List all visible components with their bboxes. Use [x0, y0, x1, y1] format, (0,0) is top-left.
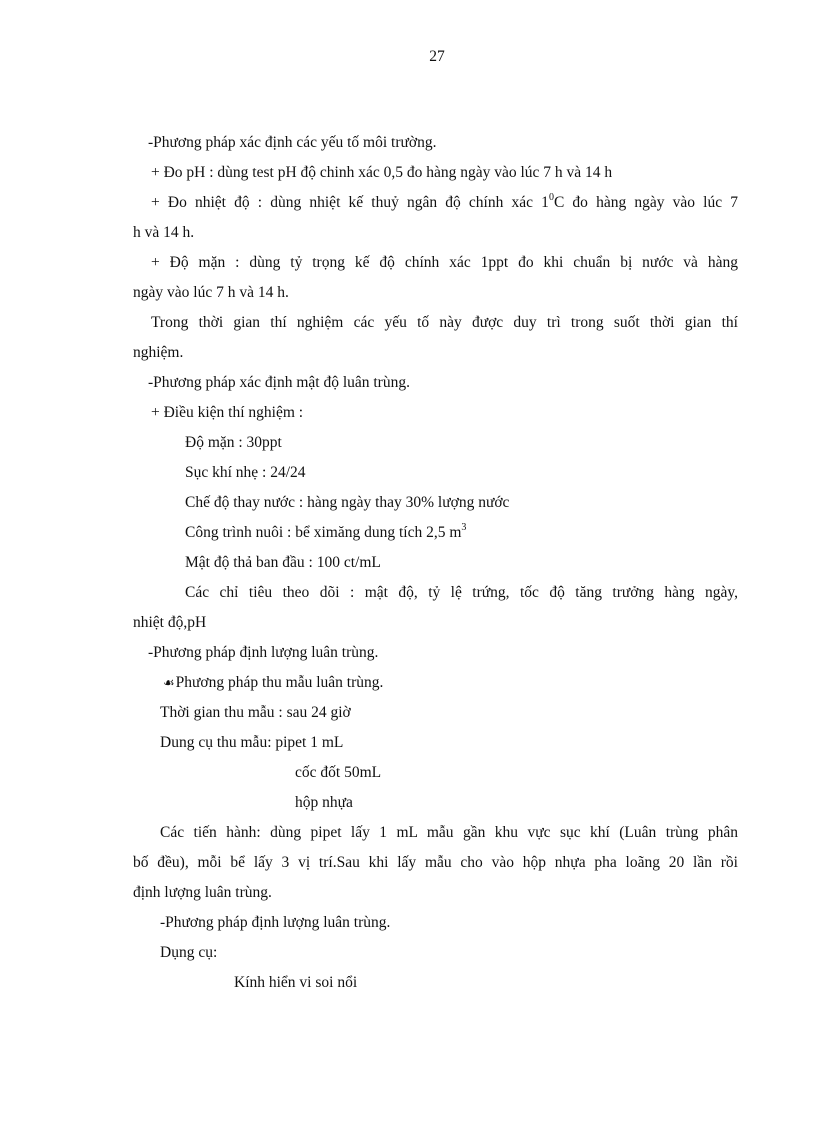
- cubic-superscript: 3: [461, 521, 467, 533]
- tool-plastic-box: hộp nhựa: [295, 794, 353, 811]
- condition-aeration: Sục khí nhẹ : 24/24: [185, 464, 306, 481]
- indicators-line-1: Các chỉ tiêu theo dõi : mật độ, tỷ lệ trứng, tốc độ tăng trưởng hàng ngày,: [185, 584, 738, 601]
- condition-salinity: Độ mặn : 30ppt: [185, 434, 282, 451]
- temperature-text: + Đo nhiệt độ : dùng nhiệt kế thuỷ ngân độ chính xác 1: [151, 194, 549, 211]
- temperature-text-after: C đo hàng ngày vào lúc 7: [553, 194, 738, 211]
- quant2-heading: -Phương pháp định lượng luân trùng.: [160, 914, 391, 931]
- conditions-heading: + Điều kiện thí nghiệm :: [151, 404, 304, 421]
- sampling-heading: [163, 673, 383, 693]
- page-number: 27: [429, 48, 445, 65]
- tank-text: Công trình nuôi : bể ximăng dung tích 2,5 m: [185, 524, 462, 541]
- ph-measurement: + Đo pH : dùng test pH độ chinh xác 0,5 đo hàng ngày vào lúc 7 h và 14 h: [151, 164, 613, 181]
- procedure-line-2: bố đều), mỗi bể lấy 3 vị trí.Sau khi lấy mẫu cho vào hộp nhựa pha loãng 20 lần rồi: [133, 854, 738, 871]
- condition-water-change: Chế độ thay nước : hàng ngày thay 30% lượng nước: [185, 494, 510, 511]
- condition-initial-density: Mật độ thả ban đầu : 100 ct/mL: [185, 554, 381, 571]
- temperature-line-2: h và 14 h.: [133, 224, 195, 241]
- salinity-line-1: + Độ mặn : dùng tỷ trọng kế độ chính xác 1ppt đo khi chuẩn bị nước và hàng: [151, 254, 738, 271]
- quant-heading: -Phương pháp định lượng luân trùng.: [148, 644, 379, 661]
- procedure-line-1: Các tiến hành: dùng pipet lấy 1 mL mẫu gần khu vực sục khí (Luân trùng phân: [160, 824, 738, 841]
- quant2-tools-label: Dụng cụ:: [160, 944, 218, 961]
- indicators-line-2: nhiệt độ,pH: [133, 614, 207, 631]
- degree-superscript: 0: [548, 191, 554, 203]
- microscope-item: Kính hiển vi soi nổi: [234, 974, 358, 991]
- temperature-line-1: [151, 193, 738, 213]
- sampling-heading-text: Phương pháp thu mẫu luân trùng.: [175, 674, 384, 691]
- density-heading: -Phương pháp xác định mật độ luân trùng.: [148, 374, 410, 391]
- condition-tank: [185, 523, 466, 543]
- tool-beaker: cốc đốt 50mL: [295, 764, 382, 781]
- sampling-time: Thời gian thu mẫu : sau 24 giờ: [160, 704, 351, 721]
- bullet-icon: ☙: [163, 675, 175, 690]
- salinity-line-2: ngày vào lúc 7 h và 14 h.: [133, 284, 289, 301]
- maintain-line-1: Trong thời gian thí nghiệm các yếu tố này được duy trì trong suốt thời gian thí: [151, 314, 738, 331]
- maintain-line-2: nghiệm.: [133, 344, 184, 361]
- tools-label: Dung cụ thu mẫu: pipet 1 mL: [160, 734, 344, 751]
- procedure-line-3: định lượng luân trùng.: [133, 884, 272, 901]
- env-heading: -Phương pháp xác định các yếu tố môi trường.: [148, 134, 437, 151]
